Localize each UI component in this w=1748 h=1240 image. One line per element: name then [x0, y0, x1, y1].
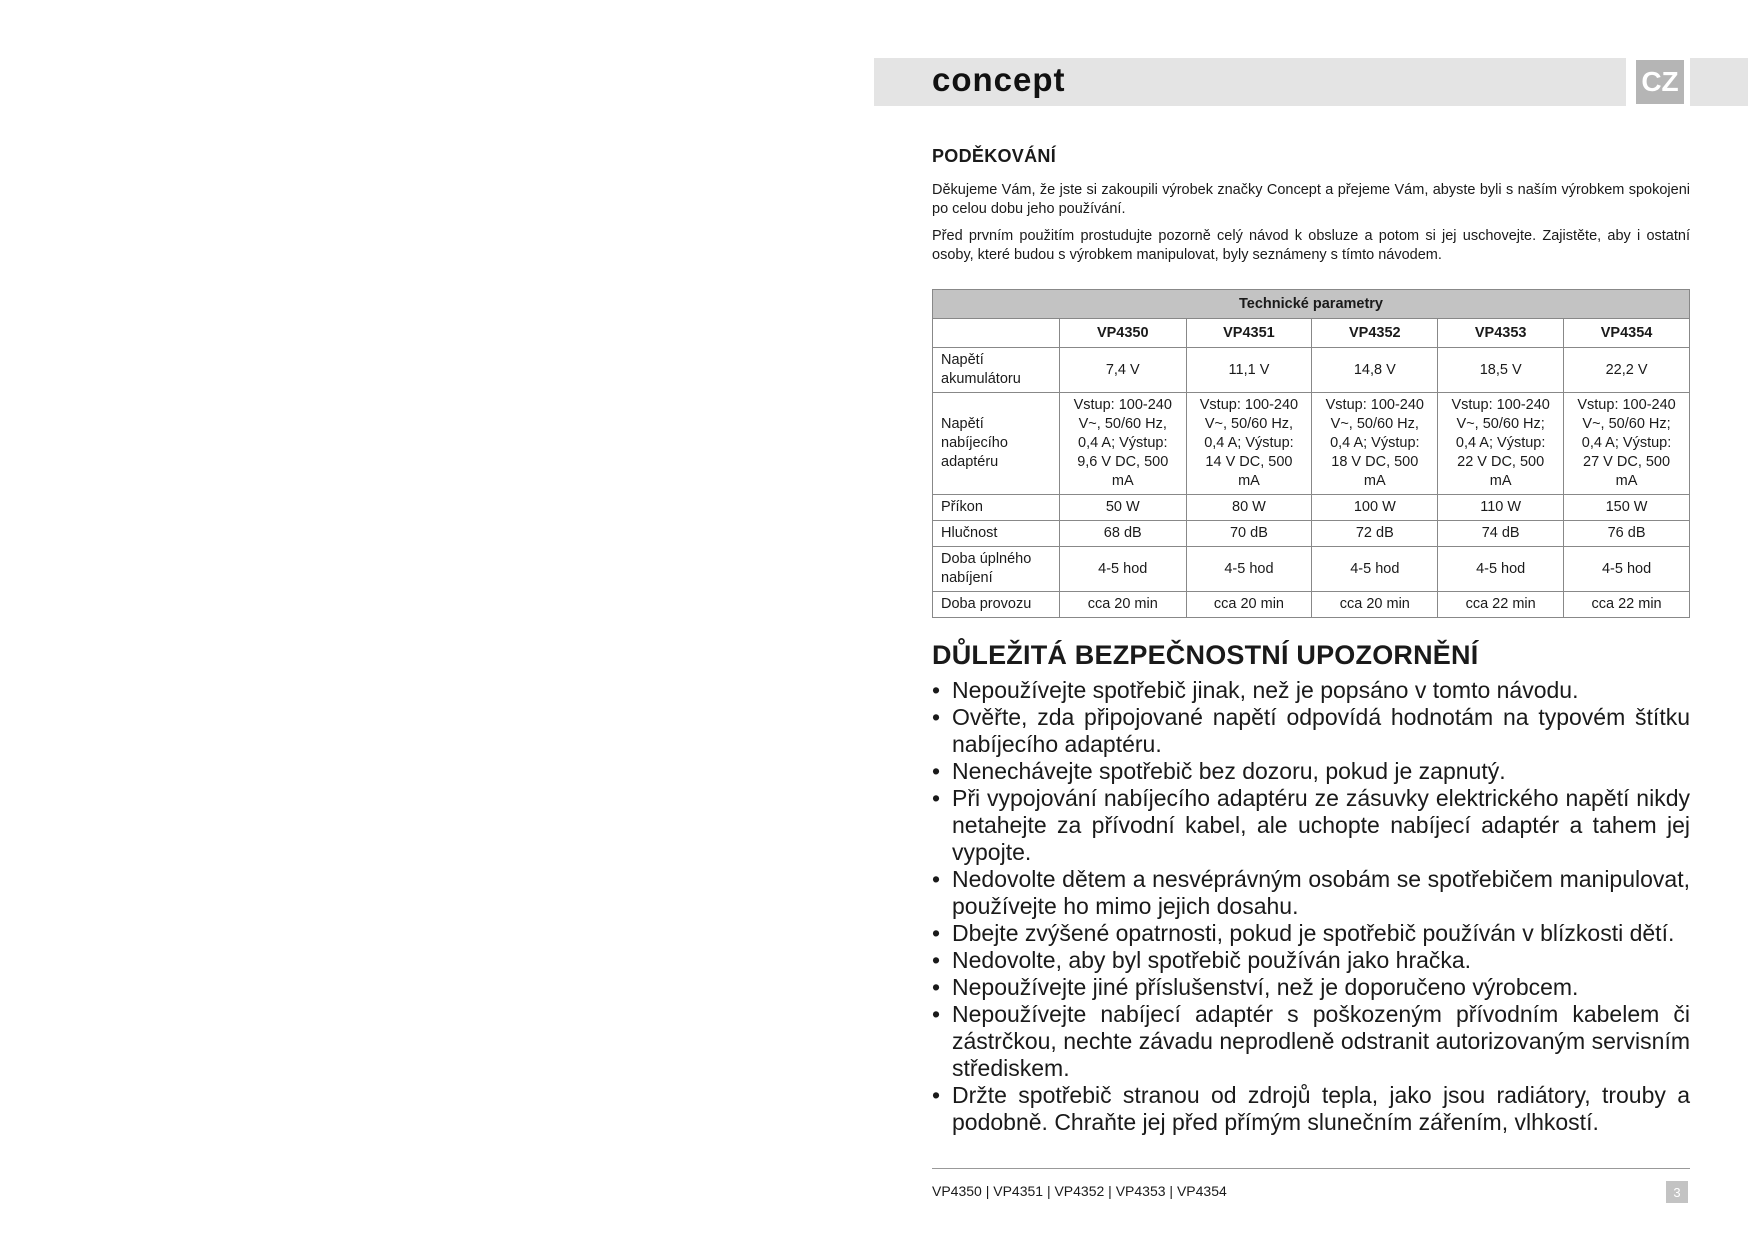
page-content — [932, 140, 1690, 1136]
language-badge: CZ — [1636, 60, 1684, 104]
table-cell: 4-5 hod — [1438, 547, 1564, 592]
technical-parameters-table — [932, 289, 1690, 618]
intro-paragraph: Děkujeme Vám, že jste si zakoupili výrobek značky Concept a přejeme Vám, abyste byli s naším výrobkem spokojeni po celou dobu jeho používání. — [932, 182, 1690, 217]
table-cell: 50 W — [1060, 495, 1187, 521]
model-header: VP4354 — [1564, 319, 1690, 348]
intro-paragraph: Před prvním použitím prostudujte pozorně celý návod k obsluze a potom si jej uschovejte. Zajistěte, aby i ostatní osoby, které budou s výrobkem manipulovat, byly seznámeny s tímto návodem. — [932, 228, 1690, 263]
brand-logo: concept — [932, 61, 1066, 98]
table-row — [933, 495, 1690, 521]
safety-item: • Nenechávejte spotřebič bez dozoru, pokud je zapnutý. — [932, 758, 1690, 785]
table-cell: Vstup: 100-240 V~, 50/60 Hz, 0,4 A; Výstup: 9,6 V DC, 500 mA — [1060, 393, 1187, 495]
table-row — [933, 547, 1690, 592]
safety-item: • Nedovolte dětem a nesvéprávným osobám se spotřebičem manipulovat, používejte ho mimo jejich dosahu. — [932, 866, 1690, 920]
table-cell: 72 dB — [1312, 521, 1438, 547]
model-header: VP4353 — [1438, 319, 1564, 348]
safety-item: • Ověřte, zda připojované napětí odpovídá hodnotám na typovém štítku nabíjecího adaptéru. — [932, 704, 1690, 758]
safety-list — [932, 677, 1690, 1136]
table-cell: 14,8 V — [1312, 348, 1438, 393]
table-cell: Vstup: 100-240 V~, 50/60 Hz; 0,4 A; Výstup: 27 V DC, 500 mA — [1564, 393, 1690, 495]
table-cell: cca 20 min — [1186, 592, 1312, 618]
intro-heading: PODĚKOVÁNÍ — [932, 146, 1057, 166]
safety-item: • Nedovolte, aby byl spotřebič používán jako hračka. — [932, 947, 1690, 974]
table-cell: cca 22 min — [1564, 592, 1690, 618]
table-caption-row — [933, 290, 1690, 319]
table-cell: 4-5 hod — [1312, 547, 1438, 592]
table-cell: 100 W — [1312, 495, 1438, 521]
table-row — [933, 393, 1690, 495]
table-cell: 4-5 hod — [1564, 547, 1690, 592]
header-bar-edge — [1690, 58, 1748, 106]
table-cell: 150 W — [1564, 495, 1690, 521]
row-label: Příkon — [933, 495, 1060, 521]
table-cell: Vstup: 100-240 V~, 50/60 Hz, 0,4 A; Výstup: 14 V DC, 500 mA — [1186, 393, 1312, 495]
table-cell: cca 22 min — [1438, 592, 1564, 618]
table-cell: 70 dB — [1186, 521, 1312, 547]
table-header-row — [933, 319, 1690, 348]
table-cell: Vstup: 100-240 V~, 50/60 Hz; 0,4 A; Výstup: 22 V DC, 500 mA — [1438, 393, 1564, 495]
page-number: 3 — [1666, 1181, 1688, 1203]
table-cell: 68 dB — [1060, 521, 1187, 547]
table-cell: Vstup: 100-240 V~, 50/60 Hz, 0,4 A; Výstup: 18 V DC, 500 mA — [1312, 393, 1438, 495]
table-cell: 110 W — [1438, 495, 1564, 521]
safety-item: • Při vypojování nabíjecího adaptéru ze zásuvky elektrického napětí nikdy netahejte za přívodní kabel, ale uchopte nabíjecí adaptér a tahem jej vypojte. — [932, 785, 1690, 866]
table-corner-cell — [933, 319, 1060, 348]
table-cell: 4-5 hod — [1186, 547, 1312, 592]
footer-divider — [932, 1168, 1690, 1169]
safety-item: • Nepoužívejte nabíjecí adaptér s poškozeným přívodním kabelem či zástrčkou, nechte závadu neprodleně odstranit autorizovaným servisním střediskem. — [932, 1001, 1690, 1082]
model-header: VP4352 — [1312, 319, 1438, 348]
table-cell: 18,5 V — [1438, 348, 1564, 393]
table-cell: cca 20 min — [1060, 592, 1187, 618]
table-cell: 11,1 V — [1186, 348, 1312, 393]
row-label: Doba provozu — [933, 592, 1060, 618]
safety-item: • Nepoužívejte jiné příslušenství, než je doporučeno výrobcem. — [932, 974, 1690, 1001]
table-caption: Technické parametry — [933, 290, 1690, 319]
table-cell: 76 dB — [1564, 521, 1690, 547]
row-label: Napětí akumulátoru — [933, 348, 1060, 393]
table-cell: cca 20 min — [1312, 592, 1438, 618]
table-row — [933, 348, 1690, 393]
table-cell: 4-5 hod — [1060, 547, 1187, 592]
model-header: VP4351 — [1186, 319, 1312, 348]
table-cell: 7,4 V — [1060, 348, 1187, 393]
table-cell: 22,2 V — [1564, 348, 1690, 393]
table-row — [933, 592, 1690, 618]
safety-item: • Dbejte zvýšené opatrnosti, pokud je spotřebič používán v blízkosti dětí. — [932, 920, 1690, 947]
row-label: Napětí nabíjecího adaptéru — [933, 393, 1060, 495]
safety-heading: DŮLEŽITÁ BEZPEČNOSTNÍ UPOZORNĚNÍ — [932, 640, 1479, 670]
footer-models: VP4350 | VP4351 | VP4352 | VP4353 | VP4354 — [932, 1183, 1227, 1199]
model-header: VP4350 — [1060, 319, 1187, 348]
table-row — [933, 521, 1690, 547]
row-label: Doba úplného nabíjení — [933, 547, 1060, 592]
safety-item: • Nepoužívejte spotřebič jinak, než je popsáno v tomto návodu. — [932, 677, 1690, 704]
row-label: Hlučnost — [933, 521, 1060, 547]
table-cell: 74 dB — [1438, 521, 1564, 547]
safety-item: • Držte spotřebič stranou od zdrojů tepla, jako jsou radiátory, trouby a podobně. Chraňte jej před přímým slunečním zářením, vlhkostí. — [932, 1082, 1690, 1136]
table-cell: 80 W — [1186, 495, 1312, 521]
